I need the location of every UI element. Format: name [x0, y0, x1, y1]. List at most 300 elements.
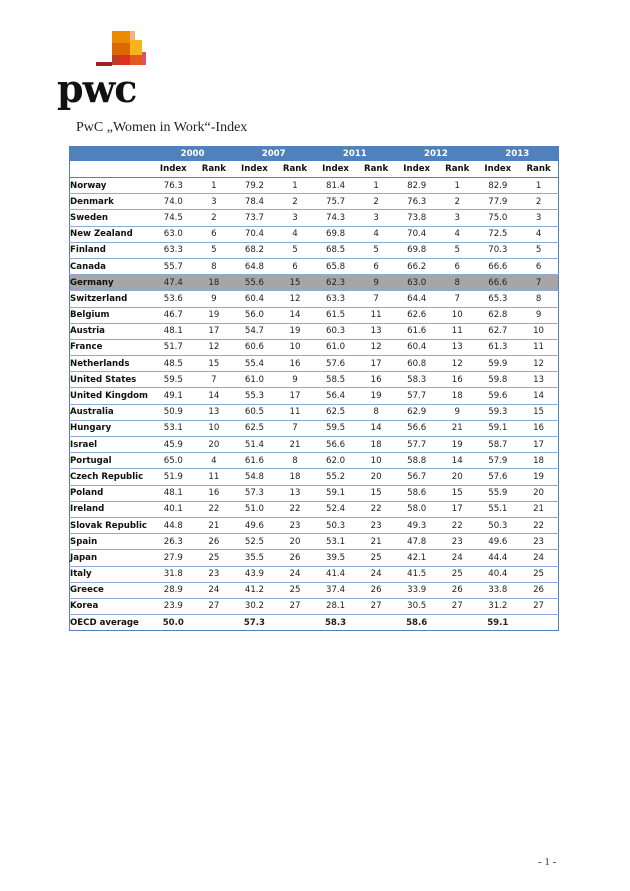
- rank-value: 5: [357, 242, 396, 258]
- index-value: 56.0: [233, 307, 276, 323]
- table-row: [70, 534, 559, 550]
- index-value: 41.5: [395, 566, 438, 582]
- country-name: Poland: [70, 485, 153, 501]
- index-value: 30.2: [233, 598, 276, 614]
- table-row: [70, 291, 559, 307]
- index-value: 62.5: [314, 404, 357, 420]
- index-value: 55.7: [152, 258, 195, 274]
- table-row: [70, 598, 559, 614]
- rank-value: 19: [519, 469, 558, 485]
- country-name: Switzerland: [70, 291, 153, 307]
- rank-value: 7: [195, 372, 234, 388]
- rank-value: 17: [195, 323, 234, 339]
- rank-value: 1: [276, 178, 315, 194]
- index-value: 58.6: [406, 617, 428, 628]
- country-name: Portugal: [70, 453, 153, 469]
- rank-column-header: Rank: [195, 161, 234, 178]
- index-value: 41.2: [233, 582, 276, 598]
- rank-value: 22: [276, 501, 315, 517]
- index-value: 60.3: [314, 323, 357, 339]
- index-value: 62.6: [395, 307, 438, 323]
- rank-column-header: Rank: [438, 161, 477, 178]
- index-value: 33.8: [477, 582, 520, 598]
- rank-value: 18: [519, 453, 558, 469]
- rank-value: 22: [195, 501, 234, 517]
- rank-value: 17: [276, 388, 315, 404]
- index-value: 47.4: [152, 275, 195, 291]
- country-name: Slovak Republic: [70, 517, 153, 533]
- rank-value: 18: [195, 275, 234, 291]
- rank-value: 12: [195, 339, 234, 355]
- rank-value: 13: [276, 485, 315, 501]
- index-value: 50.9: [152, 404, 195, 420]
- table-row: [70, 404, 559, 420]
- index-value: 59.1: [487, 617, 509, 628]
- index-value: 47.8: [395, 534, 438, 550]
- country-name: Norway: [70, 178, 153, 194]
- index-value: 26.3: [152, 534, 195, 550]
- index-value: 52.4: [314, 501, 357, 517]
- index-value: 28.9: [152, 582, 195, 598]
- rank-value: 24: [519, 550, 558, 566]
- rank-value: 13: [195, 404, 234, 420]
- rank-value: 25: [276, 582, 315, 598]
- index-value: 59.1: [477, 420, 520, 436]
- rank-value: [195, 615, 234, 631]
- rank-value: 21: [276, 437, 315, 453]
- index-value: 61.0: [314, 339, 357, 355]
- country-name: Canada: [70, 258, 153, 274]
- rank-value: 19: [276, 323, 315, 339]
- pwc-logo: [55, 28, 155, 111]
- index-value: 58.0: [395, 501, 438, 517]
- index-value: 62.0: [314, 453, 357, 469]
- rank-value: 23: [519, 534, 558, 550]
- index-value: 51.4: [233, 437, 276, 453]
- rank-value: 26: [276, 550, 315, 566]
- index-value: 57.6: [477, 469, 520, 485]
- rank-value: 3: [438, 210, 477, 226]
- rank-value: 4: [519, 226, 558, 242]
- index-value: 23.9: [152, 598, 195, 614]
- index-value: 69.8: [314, 226, 357, 242]
- index-value: 55.2: [314, 469, 357, 485]
- index-value: 61.5: [314, 307, 357, 323]
- index-value: 49.3: [395, 517, 438, 533]
- index-value: 66.6: [477, 258, 520, 274]
- index-value: 57.7: [395, 388, 438, 404]
- rank-value: 13: [438, 339, 477, 355]
- rank-value: 9: [357, 275, 396, 291]
- table-row: [70, 226, 559, 242]
- rank-value: 9: [276, 372, 315, 388]
- rank-value: 19: [195, 307, 234, 323]
- rank-value: 10: [276, 339, 315, 355]
- index-value: 60.5: [233, 404, 276, 420]
- rank-value: 1: [195, 178, 234, 194]
- index-value: 31.8: [152, 566, 195, 582]
- rank-column-header: Rank: [276, 161, 315, 178]
- index-value: 46.7: [152, 307, 195, 323]
- rank-value: 7: [438, 291, 477, 307]
- table-row: [70, 242, 559, 258]
- rank-value: 4: [276, 226, 315, 242]
- rank-value: 18: [438, 388, 477, 404]
- index-value: 62.8: [477, 307, 520, 323]
- index-value: 62.7: [477, 323, 520, 339]
- index-value: 49.6: [233, 517, 276, 533]
- rank-value: 4: [438, 226, 477, 242]
- rank-value: 11: [276, 404, 315, 420]
- rank-value: 8: [519, 291, 558, 307]
- table-body: [70, 178, 559, 631]
- index-value: 48.1: [152, 485, 195, 501]
- rank-value: 12: [276, 291, 315, 307]
- index-value: 57.3: [233, 485, 276, 501]
- rank-value: 1: [519, 178, 558, 194]
- rank-value: 4: [357, 226, 396, 242]
- rank-value: 16: [195, 485, 234, 501]
- rank-value: 5: [438, 242, 477, 258]
- index-value: 57.9: [477, 453, 520, 469]
- index-value: 27.9: [152, 550, 195, 566]
- index-value: 48.1: [152, 323, 195, 339]
- rank-value: [276, 615, 315, 631]
- index-value: 64.4: [395, 291, 438, 307]
- table-row: [70, 517, 559, 533]
- country-name: Japan: [70, 550, 153, 566]
- rank-value: 13: [357, 323, 396, 339]
- index-value: 65.3: [477, 291, 520, 307]
- index-value: 62.9: [395, 404, 438, 420]
- index-value: 79.2: [233, 178, 276, 194]
- index-value: 82.9: [395, 178, 438, 194]
- country-name: Finland: [70, 242, 153, 258]
- index-value: 49.1: [152, 388, 195, 404]
- rank-value: 14: [276, 307, 315, 323]
- country-name: Greece: [70, 582, 153, 598]
- country-name: Austria: [70, 323, 153, 339]
- index-value: 58.3: [324, 617, 347, 628]
- year-header: 2000: [152, 146, 233, 161]
- index-value: 70.4: [233, 226, 276, 242]
- index-value: 59.5: [152, 372, 195, 388]
- rank-value: 11: [519, 339, 558, 355]
- index-value: 72.5: [477, 226, 520, 242]
- rank-value: 15: [276, 275, 315, 291]
- index-value: 64.8: [233, 258, 276, 274]
- index-value: 33.9: [395, 582, 438, 598]
- index-value: 51.0: [233, 501, 276, 517]
- rank-value: 12: [357, 339, 396, 355]
- year-header: 2011: [314, 146, 395, 161]
- table-row: [70, 323, 559, 339]
- table-row: [70, 420, 559, 436]
- table-row: [70, 258, 559, 274]
- index-value: 56.6: [314, 437, 357, 453]
- rank-value: 14: [438, 453, 477, 469]
- index-value: 53.1: [314, 534, 357, 550]
- rank-value: 6: [519, 258, 558, 274]
- country-name: United States: [70, 372, 153, 388]
- rank-value: 11: [195, 469, 234, 485]
- index-value: 43.9: [233, 566, 276, 582]
- index-value: 49.6: [477, 534, 520, 550]
- index-value: 31.2: [477, 598, 520, 614]
- rank-value: 11: [357, 307, 396, 323]
- rank-value: 20: [276, 534, 315, 550]
- rank-value: 24: [195, 582, 234, 598]
- index-value: 63.0: [395, 275, 438, 291]
- rank-value: 27: [276, 598, 315, 614]
- rank-value: 8: [276, 453, 315, 469]
- country-name: Korea: [70, 598, 153, 614]
- index-value: 37.4: [314, 582, 357, 598]
- index-value: 41.4: [314, 566, 357, 582]
- women-in-work-index-table: [69, 146, 559, 631]
- index-value: 76.3: [152, 178, 195, 194]
- country-name: Hungary: [70, 420, 153, 436]
- index-value: 55.1: [477, 501, 520, 517]
- rank-column-header: Rank: [519, 161, 558, 178]
- index-value: 59.3: [477, 404, 520, 420]
- index-value: 52.5: [233, 534, 276, 550]
- index-value: 50.3: [477, 517, 520, 533]
- rank-value: 7: [519, 275, 558, 291]
- index-value: 66.2: [395, 258, 438, 274]
- rank-value: 12: [519, 356, 558, 372]
- index-value: 61.3: [477, 339, 520, 355]
- index-value: 59.8: [477, 372, 520, 388]
- rank-value: 27: [357, 598, 396, 614]
- country-name: Australia: [70, 404, 153, 420]
- index-value: 53.6: [152, 291, 195, 307]
- page-number: - 1 -: [538, 856, 557, 868]
- rank-value: 27: [519, 598, 558, 614]
- index-value: 54.7: [233, 323, 276, 339]
- year-header: 2007: [233, 146, 314, 161]
- rank-value: 3: [195, 194, 234, 210]
- index-value: 70.3: [477, 242, 520, 258]
- index-value: 55.4: [233, 356, 276, 372]
- index-column-header: Index: [395, 161, 438, 178]
- rank-value: 26: [357, 582, 396, 598]
- country-name: Sweden: [70, 210, 153, 226]
- rank-value: 20: [519, 485, 558, 501]
- oecd-average-row: [70, 615, 559, 631]
- rank-value: 20: [438, 469, 477, 485]
- index-value: 66.6: [477, 275, 520, 291]
- rank-value: 8: [195, 258, 234, 274]
- index-value: 74.5: [152, 210, 195, 226]
- rank-value: 14: [519, 388, 558, 404]
- index-value: 63.0: [152, 226, 195, 242]
- index-value: 58.7: [477, 437, 520, 453]
- country-name: New Zealand: [70, 226, 153, 242]
- year-header-row: [70, 146, 559, 161]
- index-value: 77.9: [477, 194, 520, 210]
- rank-column-header: Rank: [357, 161, 396, 178]
- rank-value: 2: [438, 194, 477, 210]
- rank-value: 11: [438, 323, 477, 339]
- index-value: 56.4: [314, 388, 357, 404]
- rank-value: 24: [276, 566, 315, 582]
- index-value: 55.9: [477, 485, 520, 501]
- table-row: [70, 307, 559, 323]
- index-value: 73.8: [395, 210, 438, 226]
- index-value: 45.9: [152, 437, 195, 453]
- rank-value: 2: [357, 194, 396, 210]
- index-value: 40.4: [477, 566, 520, 582]
- rank-value: 3: [357, 210, 396, 226]
- index-value: 82.9: [477, 178, 520, 194]
- rank-value: 1: [438, 178, 477, 194]
- index-column-header: Index: [477, 161, 520, 178]
- rank-value: 21: [195, 517, 234, 533]
- country-name: Denmark: [70, 194, 153, 210]
- index-value: 30.5: [395, 598, 438, 614]
- rank-value: 10: [357, 453, 396, 469]
- rank-value: 15: [438, 485, 477, 501]
- sub-header-row: [70, 161, 559, 178]
- country-name: Germany: [70, 275, 153, 291]
- rank-value: 20: [195, 437, 234, 453]
- rank-value: 23: [276, 517, 315, 533]
- index-value: 81.4: [314, 178, 357, 194]
- rank-value: 14: [195, 388, 234, 404]
- table-row: [70, 275, 559, 291]
- index-value: 50.3: [314, 517, 357, 533]
- table-row: [70, 582, 559, 598]
- index-value: 62.3: [314, 275, 357, 291]
- index-value: 55.3: [233, 388, 276, 404]
- rank-value: 22: [438, 517, 477, 533]
- rank-value: 19: [357, 388, 396, 404]
- logo-text: pwc: [57, 66, 137, 111]
- index-value: 60.6: [233, 339, 276, 355]
- table-row: [70, 210, 559, 226]
- country-name: Belgium: [70, 307, 153, 323]
- rank-value: 23: [357, 517, 396, 533]
- year-header: 2013: [477, 146, 559, 161]
- table-row: [70, 194, 559, 210]
- rank-value: 15: [195, 356, 234, 372]
- rank-value: 24: [357, 566, 396, 582]
- rank-value: 23: [438, 534, 477, 550]
- country-name: France: [70, 339, 153, 355]
- index-value: 60.8: [395, 356, 438, 372]
- rank-value: 25: [519, 566, 558, 582]
- rank-value: 14: [357, 420, 396, 436]
- index-value: 56.7: [395, 469, 438, 485]
- index-value: 57.6: [314, 356, 357, 372]
- rank-value: 25: [438, 566, 477, 582]
- rank-value: 21: [519, 501, 558, 517]
- rank-value: 5: [195, 242, 234, 258]
- rank-value: 9: [519, 307, 558, 323]
- index-value: 74.0: [152, 194, 195, 210]
- table-row: [70, 372, 559, 388]
- index-value: 61.0: [233, 372, 276, 388]
- year-header: 2012: [395, 146, 476, 161]
- rank-value: 7: [357, 291, 396, 307]
- rank-value: 7: [276, 420, 315, 436]
- index-value: 75.7: [314, 194, 357, 210]
- rank-value: 2: [519, 194, 558, 210]
- rank-value: 13: [519, 372, 558, 388]
- index-value: 61.6: [233, 453, 276, 469]
- index-value: 50.0: [162, 617, 184, 628]
- rank-value: 8: [438, 275, 477, 291]
- rank-value: 26: [195, 534, 234, 550]
- index-value: 40.1: [152, 501, 195, 517]
- rank-value: 6: [438, 258, 477, 274]
- rank-value: 10: [195, 420, 234, 436]
- index-value: 57.3: [243, 617, 266, 628]
- rank-value: 18: [276, 469, 315, 485]
- index-column-header: Index: [314, 161, 357, 178]
- rank-value: 2: [276, 194, 315, 210]
- rank-value: 19: [438, 437, 477, 453]
- index-value: 78.4: [233, 194, 276, 210]
- rank-value: 27: [195, 598, 234, 614]
- country-name: Italy: [70, 566, 153, 582]
- table-row: [70, 501, 559, 517]
- index-value: 53.1: [152, 420, 195, 436]
- table-row: [70, 453, 559, 469]
- rank-value: 16: [438, 372, 477, 388]
- country-name: OECD average: [70, 617, 139, 628]
- rank-value: [519, 615, 558, 631]
- rank-value: 6: [276, 258, 315, 274]
- country-name: Ireland: [70, 501, 153, 517]
- rank-value: 20: [357, 469, 396, 485]
- rank-value: 2: [195, 210, 234, 226]
- rank-value: 9: [438, 404, 477, 420]
- rank-value: 21: [438, 420, 477, 436]
- rank-value: 9: [195, 291, 234, 307]
- rank-value: [357, 615, 396, 631]
- index-value: 48.5: [152, 356, 195, 372]
- rank-value: 16: [519, 420, 558, 436]
- rank-value: 21: [357, 534, 396, 550]
- table-row: [70, 566, 559, 582]
- rank-value: [438, 615, 477, 631]
- country-name: Netherlands: [70, 356, 153, 372]
- rank-value: 17: [438, 501, 477, 517]
- rank-value: 5: [519, 242, 558, 258]
- table-row: [70, 388, 559, 404]
- country-name: Spain: [70, 534, 153, 550]
- index-value: 51.9: [152, 469, 195, 485]
- index-column-header: Index: [152, 161, 195, 178]
- rank-value: 10: [519, 323, 558, 339]
- index-value: 59.1: [314, 485, 357, 501]
- index-value: 51.7: [152, 339, 195, 355]
- rank-value: 1: [357, 178, 396, 194]
- index-value: 42.1: [395, 550, 438, 566]
- header-blank: [70, 161, 153, 178]
- rank-value: 3: [276, 210, 315, 226]
- rank-value: 16: [357, 372, 396, 388]
- index-value: 58.3: [395, 372, 438, 388]
- table-row: [70, 339, 559, 355]
- country-name: United Kingdom: [70, 388, 153, 404]
- index-value: 35.5: [233, 550, 276, 566]
- index-value: 69.8: [395, 242, 438, 258]
- rank-value: 26: [438, 582, 477, 598]
- index-value: 63.3: [152, 242, 195, 258]
